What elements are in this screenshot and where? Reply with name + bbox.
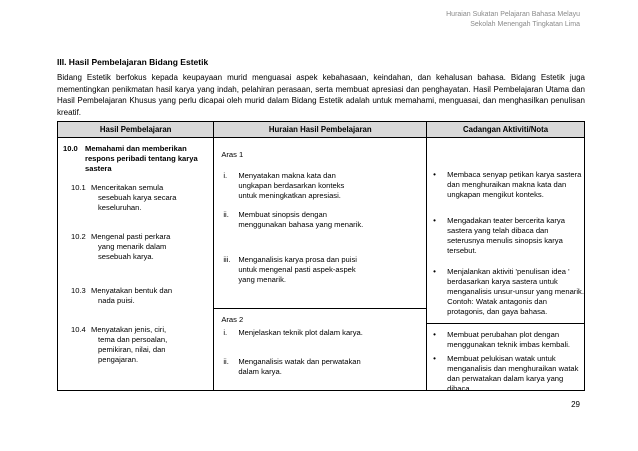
outcome-number: 10.1 <box>71 183 86 192</box>
header-huraian: Huraian Hasil Pembelajaran <box>214 122 427 138</box>
outcome-line: tema dan persoalan, <box>98 335 168 344</box>
activity-line: sastera yang telah dibaca dan <box>447 226 549 235</box>
table-header-row <box>58 122 585 138</box>
main-outcome-line: sastera <box>85 164 112 173</box>
page-number: 29 <box>571 400 580 409</box>
main-outcome-line: respons peribadi tentang karya <box>85 154 198 163</box>
activity-line: dan perwatakan dalam karya yang <box>447 374 564 383</box>
level-divider <box>427 323 584 324</box>
item-line: ungkapan berdasarkan konteks <box>238 181 345 190</box>
item-line: Menganalisis karya prosa dan puisi <box>238 255 357 264</box>
header-cadangan: Cadangan Aktiviti/Nota <box>427 122 585 138</box>
outcome-number: 10.4 <box>71 325 86 334</box>
item-number: i. <box>223 328 228 337</box>
item-line: untuk meningkatkan apresiasi. <box>238 191 341 200</box>
activity-line: dibaca. <box>447 384 472 393</box>
outcome-number: 10.3 <box>71 286 86 295</box>
activity-line: Membuat perubahan plot dengan <box>447 330 560 339</box>
bullet: • <box>433 170 436 179</box>
item-line: untuk mengenal pasti aspek-aspek <box>238 265 356 274</box>
outcome-line: Menyatakan bentuk dan <box>91 286 173 295</box>
outcome-line: Menyatakan jenis, ciri, <box>91 325 167 334</box>
activity-line: ungkapan mengikut konteks. <box>447 190 544 199</box>
activity-line: dan menghuraikan makna kata dan <box>447 180 567 189</box>
activity-line: tersebut. <box>447 246 477 255</box>
outcome-line: sesebuah karya. <box>98 252 154 261</box>
item-number: ii. <box>223 357 229 366</box>
item-number: iii. <box>223 255 231 264</box>
item-number: ii. <box>223 210 229 219</box>
section-title: III. Hasil Pembelajaran Bidang Estetik <box>57 57 209 67</box>
outcome-line: yang menarik dalam <box>98 242 167 251</box>
activity-line: menggunakan teknik imbas kembali. <box>447 340 571 349</box>
activity-line: menganalisis unsur-unsur yang menarik. <box>447 287 584 296</box>
item-number: i. <box>223 171 228 180</box>
bullet: • <box>433 267 436 276</box>
outcome-line: pengajaran. <box>98 355 139 364</box>
outcome-line: pemikiran, nilai, dan <box>98 345 166 354</box>
main-outcome-line: Memahami dan memberikan <box>85 144 187 153</box>
activity-line: Membaca senyap petikan karya sastera <box>447 170 582 179</box>
intro-paragraph: Bidang Estetik berfokus kepada keupayaan murid menguasai aspek kebahasaan, keindahan, dan kehalusan bahasa. Bidang Estetik juga mementingkan penikmatan hasil karya yang indah, pelahiran perasaan, serta membuat apresiasi dan penghayatan. Hasil Pembelajaran Utama dan Hasil Pembelajaran Khusus yang perlu dicapai oleh murid dalam Bidang Estetik adalah untuk memahami, menguasai, dan menghasilkan penulisan kreatif. <box>57 73 585 117</box>
activity-line: Menjalankan aktiviti 'penulisan idea ' <box>447 267 570 276</box>
bullet: • <box>433 330 436 339</box>
activity-line: Membuat pelukisan watak untuk <box>447 354 556 363</box>
activity-line: protagonis, dan gaya bahasa. <box>447 307 548 316</box>
main-outcome-number: 10.0 <box>63 144 78 153</box>
activity-line: seterusnya menulis sinopsis karya <box>447 236 563 245</box>
activity-line: menganalisis dan menghuraikan watak <box>447 364 579 373</box>
running-header <box>446 10 580 30</box>
level-heading: Aras 1 <box>221 150 244 159</box>
learning-outcomes-table <box>57 121 585 391</box>
table-row <box>58 138 585 391</box>
cadangan-cell <box>427 138 585 391</box>
bullet: • <box>433 354 436 363</box>
activity-line: Contoh: Watak antagonis dan <box>447 297 547 306</box>
activity-line: Mengadakan teater bercerita karya <box>447 216 565 225</box>
level-divider <box>214 308 426 309</box>
huraian-cell <box>214 138 427 391</box>
item-line: dalam karya. <box>238 367 282 376</box>
header-line-1: Huraian Sukatan Pelajaran Bahasa Melayu <box>446 11 580 18</box>
activity-line: berdasarkan karya sastera untuk <box>447 277 558 286</box>
outcome-number: 10.2 <box>71 232 86 241</box>
item-line: yang menarik. <box>238 275 287 284</box>
item-line: menggunakan bahasa yang menarik. <box>238 220 364 229</box>
outcome-line: nada puisi. <box>98 296 135 305</box>
item-line: Membuat sinopsis dengan <box>238 210 327 219</box>
outcome-line: keseluruhan. <box>98 203 142 212</box>
outcome-line: Mengenal pasti perkara <box>91 232 171 241</box>
level-heading: Aras 2 <box>221 315 244 324</box>
bullet: • <box>433 216 436 225</box>
header-hasil: Hasil Pembelajaran <box>58 122 214 138</box>
outcome-line: Menceritakan semula <box>91 183 164 192</box>
outcome-line: sesebuah karya secara <box>98 193 177 202</box>
hasil-cell <box>58 138 214 391</box>
item-line: Menyatakan makna kata dan <box>238 171 336 180</box>
header-line-2: Sekolah Menengah Tingkatan Lima <box>470 21 580 28</box>
item-line: Menganalisis watak dan perwatakan <box>238 357 361 366</box>
item-line: Menjelaskan teknik plot dalam karya. <box>238 328 363 337</box>
